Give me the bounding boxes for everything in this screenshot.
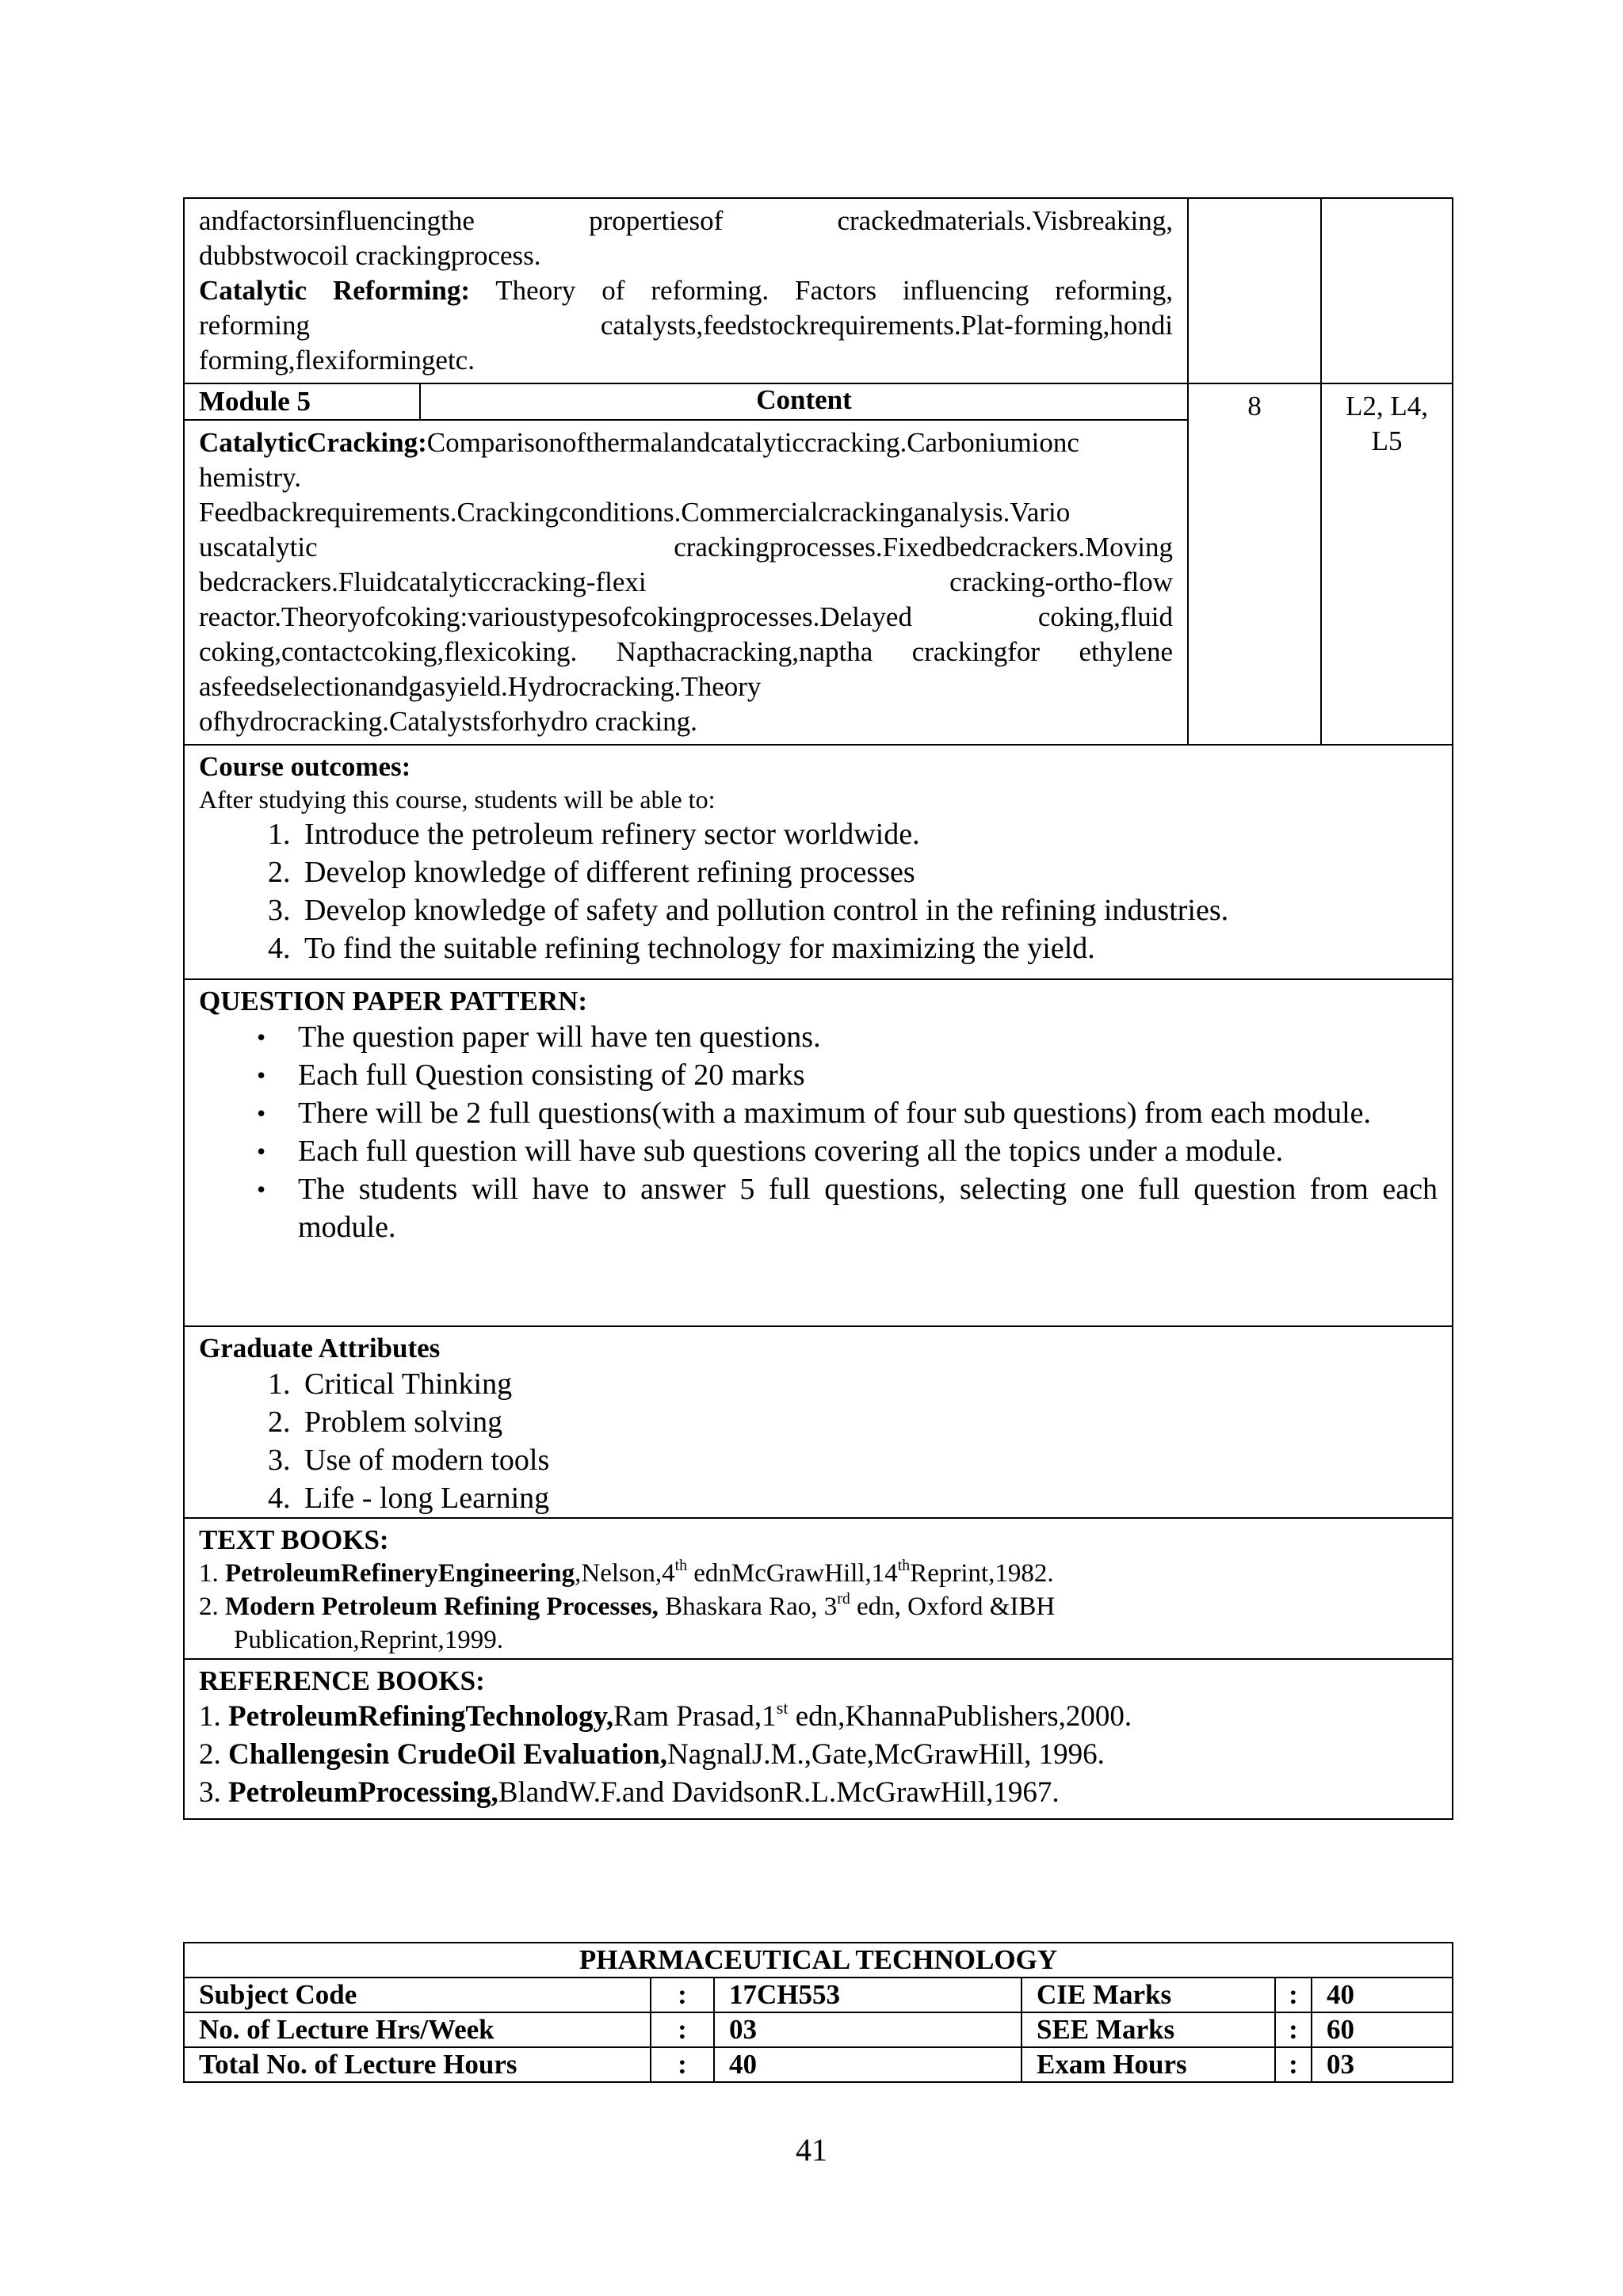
table-row <box>184 2047 1453 2082</box>
section-title: CatalyticCracking: <box>199 427 427 458</box>
reference-books-row <box>184 1659 1453 1819</box>
content-line: uscatalytic crackingprocesses.Fixedbedcrackers.Moving <box>199 532 1174 563</box>
list-item: 3. Develop knowledge of safety and pollution control in the refining industries. <box>298 891 1438 929</box>
row-value: 03 <box>714 2012 1022 2047</box>
list-item: 1. Introduce the petroleum refinery sector worldwide. <box>298 815 1438 853</box>
reference-book-entry: 3. PetroleumProcessing,BlandW.F.and DavidsonR.L.McGrawHill,1967. <box>199 1776 1060 1809</box>
row-label: Exam Hours <box>1022 2047 1275 2082</box>
colon: : <box>651 2012 714 2047</box>
list-item: 2. Problem solving <box>298 1403 1438 1441</box>
content-line: asfeedselectionandgasyield.Hydrocracking.Theory <box>199 671 762 702</box>
bullet-icon: • <box>257 1023 266 1051</box>
text-book-entry-continued: Publication,Reprint,1999. <box>234 1626 504 1654</box>
content-line: forming,flexiformingetc. <box>199 345 475 376</box>
list-item: • The question paper will have ten questions. <box>298 1018 1438 1056</box>
row-label: Total No. of Lecture Hours <box>184 2047 651 2082</box>
content-line: bedcrackers.Fluidcatalyticcracking-flexi cracking-ortho-flow <box>199 566 1174 597</box>
bullet-icon: • <box>257 1137 266 1165</box>
reference-book-entry: 1. PetroleumRefiningTechnology,Ram Prasad,1st edn,KhannaPublishers,2000. <box>199 1697 1132 1733</box>
subject-title-row <box>184 1943 1453 1978</box>
continued-content-cell <box>184 198 1188 383</box>
list-item: • The students will have to answer 5 full questions, selecting one full question from each module. <box>298 1170 1438 1246</box>
row-value: 17CH553 <box>714 1978 1022 2012</box>
question-paper-list <box>199 1018 1438 1246</box>
row-value: 03 <box>1312 2047 1453 2082</box>
content-line: Catalytic Reforming: Theory of reforming. Factors influencing reforming, <box>199 275 1173 306</box>
graduate-attributes-cell <box>184 1326 1453 1518</box>
content-line: andfactorsinfluencingthe propertiesof crackedmaterials.Visbreaking, <box>199 205 1174 236</box>
course-outcomes-intro: After studying this course, students will be able to: <box>199 785 716 814</box>
row-label: CIE Marks <box>1022 1978 1275 2012</box>
row-label: SEE Marks <box>1022 2012 1275 2047</box>
module-header-row <box>184 383 1453 420</box>
levels-cell-empty <box>1321 198 1453 383</box>
text-books-cell <box>184 1518 1453 1659</box>
bullet-icon: • <box>257 1061 266 1089</box>
course-outcomes-list <box>199 815 1438 967</box>
section-title: Catalytic Reforming: <box>199 275 470 306</box>
list-item: • There will be 2 full questions(with a maximum of four sub questions) from each module. <box>298 1094 1438 1132</box>
module-levels: L2, L4, L5 <box>1321 383 1453 745</box>
content-line: CatalyticCracking:Comparisonofthermalandcatalyticcracking.Carboniumionc <box>199 427 1079 458</box>
table-row <box>184 1978 1453 2012</box>
list-item: 2. Develop knowledge of different refining processes <box>298 853 1438 891</box>
row-value: 40 <box>1312 1978 1453 2012</box>
content-line: hemistry. <box>199 462 301 493</box>
graduate-attributes-list <box>199 1365 1438 1517</box>
content-line: reactor.Theoryofcoking:varioustypesofcokingprocesses.Delayed coking,fluid <box>199 601 1174 632</box>
text-books-heading: TEXT BOOKS: <box>199 1524 389 1555</box>
course-outcomes-heading: Course outcomes: <box>199 751 411 782</box>
syllabus-table <box>183 197 1453 1820</box>
module-content-cell <box>184 420 1188 745</box>
list-item: 4. Life - long Learning <box>298 1479 1438 1517</box>
list-item: 1. Critical Thinking <box>298 1365 1438 1403</box>
graduate-attributes-row <box>184 1326 1453 1518</box>
page-number: 41 <box>796 2132 827 2168</box>
question-paper-heading: QUESTION PAPER PATTERN: <box>199 986 588 1016</box>
colon: : <box>651 2047 714 2082</box>
colon: : <box>1275 1978 1312 2012</box>
content-line: coking,contactcoking,flexicoking. Napthacracking,naptha crackingfor ethylene <box>199 636 1174 667</box>
text-book-entry: 1. PetroleumRefineryEngineering,Nelson,4th ednMcGrawHill,14thReprint,1982. <box>199 1557 1054 1588</box>
row-label: Subject Code <box>184 1978 651 2012</box>
content-line: ofhydrocracking.Catalystsforhydro cracking. <box>199 706 697 737</box>
bullet-icon: • <box>257 1175 266 1203</box>
course-outcomes-row <box>184 745 1453 979</box>
list-item: • Each full question will have sub questions covering all the topics under a module. <box>298 1132 1438 1170</box>
colon: : <box>1275 2047 1312 2082</box>
text-books-row <box>184 1518 1453 1659</box>
hours-cell-empty <box>1188 198 1321 383</box>
table-row <box>184 2012 1453 2047</box>
question-paper-cell <box>184 979 1453 1326</box>
module-hours: 8 <box>1188 383 1321 745</box>
row-value: 60 <box>1312 2012 1453 2047</box>
content-header: Content <box>420 383 1188 420</box>
subject-table <box>183 1942 1453 2083</box>
subject-title: PHARMACEUTICAL TECHNOLOGY <box>184 1943 1453 1978</box>
content-line: reforming catalysts,feedstockrequirements.Plat-forming,hondi <box>199 310 1174 341</box>
content-line: Feedbackrequirements.Crackingconditions.Commercialcrackinganalysis.Vario <box>199 497 1071 528</box>
row-value: 40 <box>714 2047 1022 2082</box>
module-label: Module 5 <box>184 383 420 420</box>
list-item: 4. To find the suitable refining technology for maximizing the yield. <box>298 929 1438 967</box>
question-paper-row <box>184 979 1453 1326</box>
colon: : <box>651 1978 714 2012</box>
content-line: dubbstwocoil crackingprocess. <box>199 240 541 271</box>
list-item: 3. Use of modern tools <box>298 1441 1438 1479</box>
text-book-entry: 2. Modern Petroleum Refining Processes, Bhaskara Rao, 3rd edn, Oxford &IBH <box>199 1590 1056 1621</box>
graduate-attributes-heading: Graduate Attributes <box>199 1333 441 1363</box>
colon: : <box>1275 2012 1312 2047</box>
list-item: • Each full Question consisting of 20 marks <box>298 1056 1438 1094</box>
course-outcomes-cell <box>184 745 1453 979</box>
row-label: No. of Lecture Hrs/Week <box>184 2012 651 2047</box>
bullet-icon: • <box>257 1099 266 1127</box>
reference-books-heading: REFERENCE BOOKS: <box>199 1665 485 1696</box>
continued-module-row <box>184 198 1453 383</box>
reference-book-entry: 2. Challengesin CrudeOil Evaluation,NagnalJ.M.,Gate,McGrawHill, 1996. <box>199 1738 1105 1771</box>
reference-books-cell <box>184 1659 1453 1819</box>
